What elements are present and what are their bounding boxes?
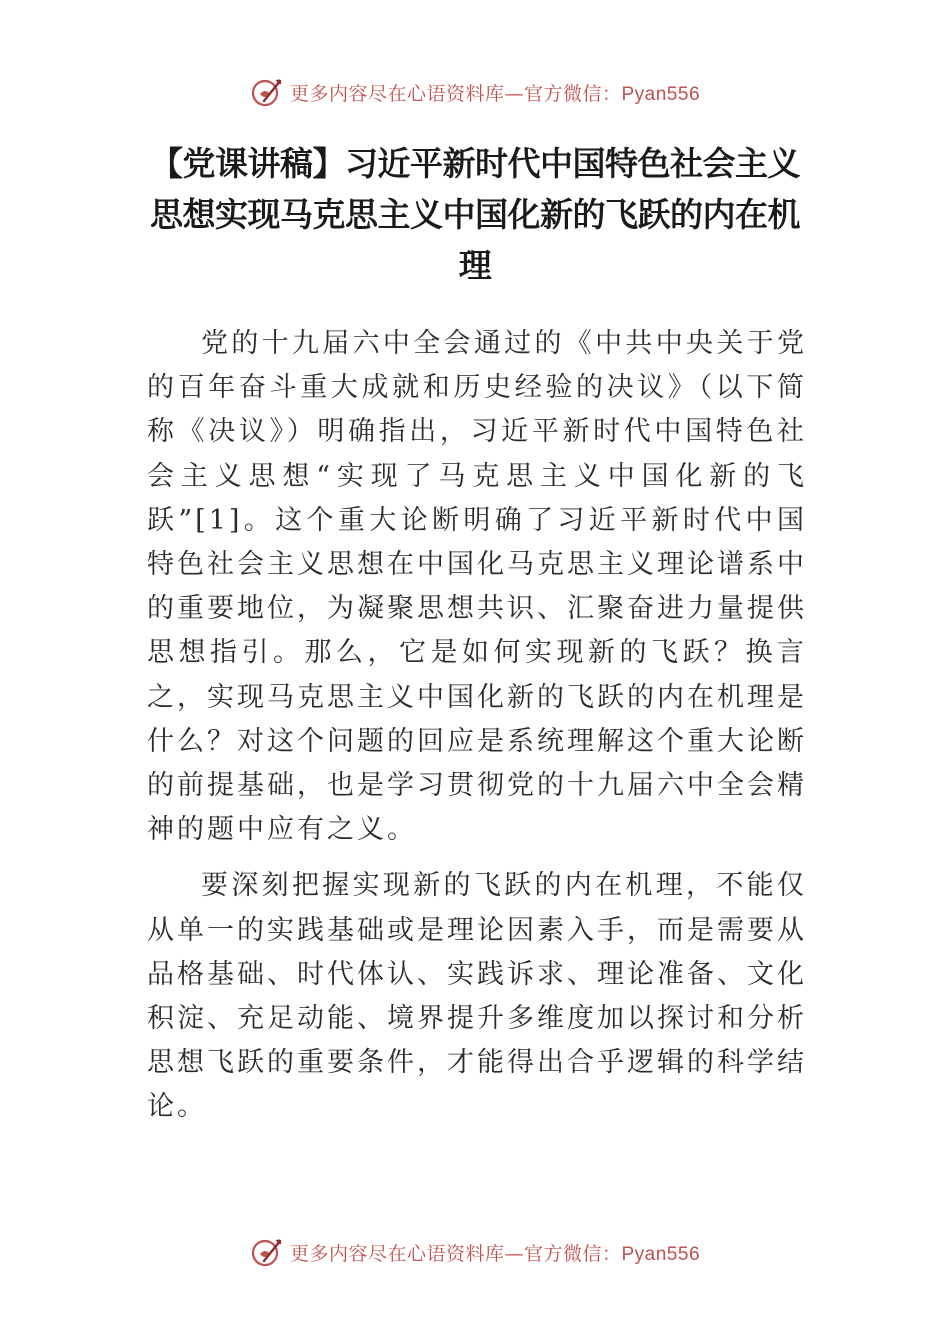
header-wechat-handle: Pyan556 — [621, 83, 701, 105]
header-banner-text: 更多内容尽在心语资料库—官方微信：Pyan556 — [289, 82, 701, 105]
paragraph-2: 要深刻把握实现新的飞跃的内在机理，不能仅从单一的实践基础或是理论因素入手，而是需要从品格基础、时代体认、实践诉求、理论准备、文化积淀、充足动能、境界提升多维度加以探讨和分析思想飞跃的重要条件，才能得出合乎逻辑的科学结论。 — [147, 870, 807, 1123]
document-title: 【党课讲稿】习近平新时代中国特色社会主义思想实现马克思主义中国化新的飞跃的内在机理 — [150, 144, 800, 285]
footer-banner — [0, 1232, 950, 1272]
document-body — [147, 322, 807, 1142]
quill-heart-logo-icon — [250, 75, 284, 109]
paragraph-1: 党的十九届六中全会通过的《中共中央关于党的百年奋斗重大成就和历史经验的决议》（以下简称《决议》）明确指出，习近平新时代中国特色社会主义思想“实现了马克思主义中国化新的飞跃”[1]。这个重大论断明确了习近平新时代中国特色社会主义思想在中国化马克思主义理论谱系中的重要地位，为凝聚思想共识、汇聚奋进力量提供思想指引。那么，它是如何实现新的飞跃？换言之，实现马克思主义中国化新的飞跃的内在机理是什么？对这个问题的回应是系统理解这个重大论断的前提基础，也是学习贯彻党的十九届六中全会精神的题中应有之义。 — [147, 328, 807, 846]
footer-wechat-handle: Pyan556 — [621, 1243, 701, 1265]
header-banner — [0, 72, 950, 112]
footer-banner-text: 更多内容尽在心语资料库—官方微信：Pyan556 — [289, 1242, 701, 1265]
quill-heart-logo-icon — [250, 1235, 284, 1269]
